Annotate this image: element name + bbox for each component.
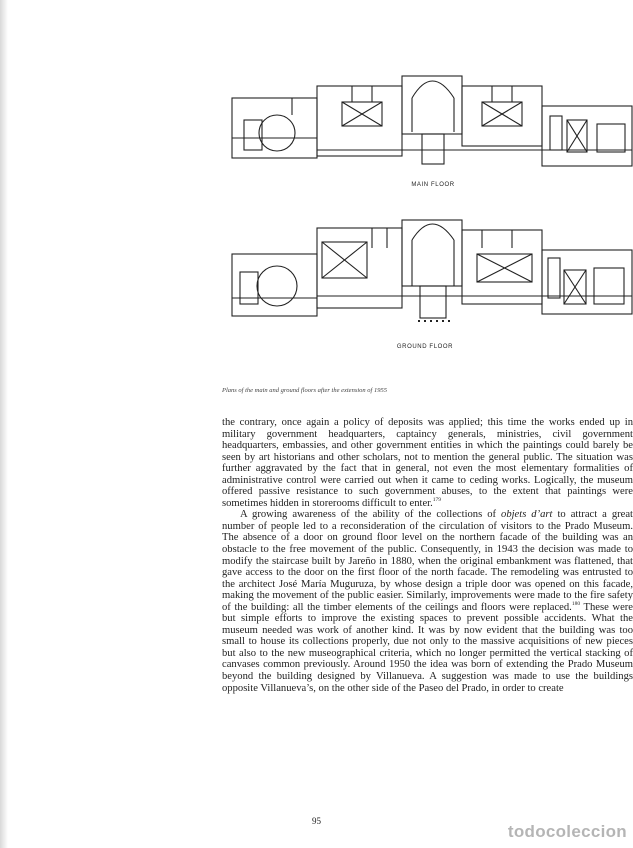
body-text: [222, 417, 633, 694]
main-floor-plan: [232, 76, 632, 166]
ground-floor-label: GROUND FLOOR: [396, 344, 454, 350]
floor-plans-drawing: [222, 58, 633, 364]
footnote-ref-180: 180: [571, 600, 581, 607]
floor-plans-figure: [222, 58, 633, 364]
page-edge-shadow: [0, 0, 8, 848]
paragraph-2-text-c: These were but simple efforts to improve the existing spaces to prevent possible accidents. What the museum needed was work of another kind. It was by now evident that the building was too small to house its collections properly, due not only to the massive acquisitions of new pieces but also to the new museographical criteria, which no longer permitted the vertical stacking of canvases common previously. Around 1950 the idea was born of extending the Prado Museum beyond the building designed by Villanueva. A suggestion was made to use the buildings opposite Villanueva’s, on the other side of the Paseo del Prado, in order to create: [222, 601, 633, 694]
main-floor-label: MAIN FLOOR: [411, 182, 455, 188]
ground-floor-plan: [232, 220, 632, 318]
paragraph-2-text-a: A growing awareness of the ability of the collections of: [240, 509, 502, 521]
paragraph-2-text-b: to attract a great number of people led to a reconsideration of the circulation of visitors to the Prado Museum. The absence of a door on ground floor level on the northern facade of the building was an obstacle to the free movement of the public. Consequently, in 1943 the decision was made to modify the staircase built by Jareño in 1880, when the original embankment was flattened, that gave access to the door on the first floor of the north facade. The remodeling was entrusted to the architect José María Muguruza, by whose design a triple door was opened on this facade, making the movement of the public easier. Similarly, improvements were made to the fire safety of the building: all the timber elements of the ceilings and floors were replaced.: [222, 509, 633, 613]
paragraph-2-italic: objets d’art: [501, 509, 553, 521]
footnote-ref-179: 179: [432, 496, 442, 503]
figure-caption: Plans of the main and ground floors after the extension of 1955: [222, 387, 387, 394]
paragraph-2: [222, 509, 633, 694]
paragraph-1-text: the contrary, once again a policy of deposits was applied; this time the works ended up in military government headquarters, captaincy generals, ministries, civil government headquarters, embassies, and other government entities in which the paintings could barely be seen by art historians and other scholars, not to mention the general public. The situation was further aggravated by the fact that in general, not even the most elementary formalities of administrative control were carried out when it came to ceding works. Logically, the museum offered passive resistance to such government abuses, to the extent that paintings were sometimes hidden in storerooms difficult to enter.: [222, 417, 633, 509]
paragraph-1: [222, 417, 633, 509]
watermark-logo: todocoleccion: [507, 822, 627, 841]
page-number: 95: [312, 816, 321, 826]
ground-floor-pillars: [418, 320, 450, 322]
